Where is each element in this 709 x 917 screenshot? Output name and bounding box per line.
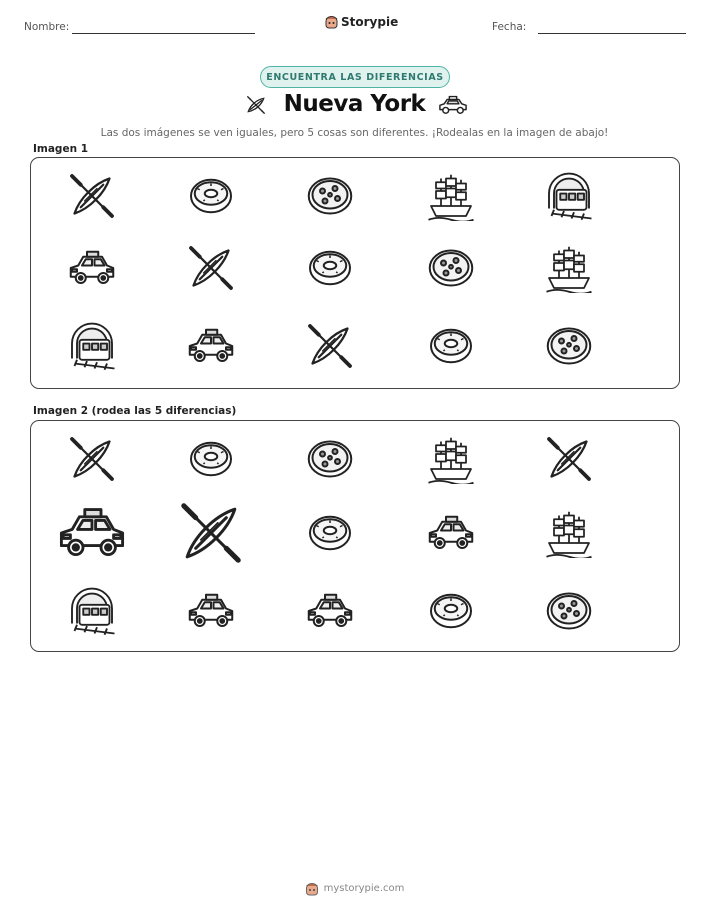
taxi-icon [437,95,469,117]
donut-icon[interactable] [305,508,355,558]
kayak-icon[interactable] [177,499,245,567]
ship-icon[interactable] [426,434,476,484]
pizza-icon [305,171,355,221]
pizza-icon[interactable] [305,434,355,484]
taxi-icon[interactable] [56,497,128,569]
date-line[interactable] [538,33,686,34]
storypie-mascot-icon [305,881,319,896]
donut-icon [305,243,355,293]
taxi-icon[interactable] [426,508,476,558]
name-line[interactable] [72,33,255,34]
taxi-icon [67,243,117,293]
date-label: Fecha: [492,21,527,33]
brand-name: Storypie [341,14,399,29]
instructions: Las dos imágenes se ven iguales, pero 5 cosas son diferentes. ¡Rodealas en la imagen de abajo! [100,127,609,139]
donut-icon[interactable] [186,434,236,484]
image2-label: Imagen 2 (rodea las 5 diferencias) [33,405,237,417]
taxi-icon [186,321,236,371]
page-title: Nueva York [283,91,426,117]
pizza-icon [426,243,476,293]
donut-icon [186,171,236,221]
kayak-icon[interactable] [544,434,594,484]
kayak-icon [186,243,236,293]
footer [0,881,709,896]
kayak-icon [67,171,117,221]
image1-panel [30,157,680,389]
footer-url: mystorypie.com [323,883,405,894]
kayak-icon [305,321,355,371]
pizza-icon[interactable] [544,586,594,636]
ship-icon[interactable] [544,508,594,558]
taxi-icon[interactable] [186,586,236,636]
taxi-icon[interactable] [305,586,355,636]
pizza-icon [544,321,594,371]
train-icon[interactable] [67,586,117,636]
ship-icon [426,171,476,221]
storypie-mascot-icon [325,14,338,29]
activity-badge: ENCUENTRA LAS DIFERENCIAS [260,66,450,88]
brand-logo [325,14,398,29]
train-icon [544,171,594,221]
image1-label: Imagen 1 [33,143,89,155]
train-icon [67,321,117,371]
image2-panel[interactable] [30,420,680,652]
donut-icon [426,321,476,371]
kayak-icon[interactable] [67,434,117,484]
donut-icon[interactable] [426,586,476,636]
name-label: Nombre: [24,21,70,33]
ship-icon [544,243,594,293]
